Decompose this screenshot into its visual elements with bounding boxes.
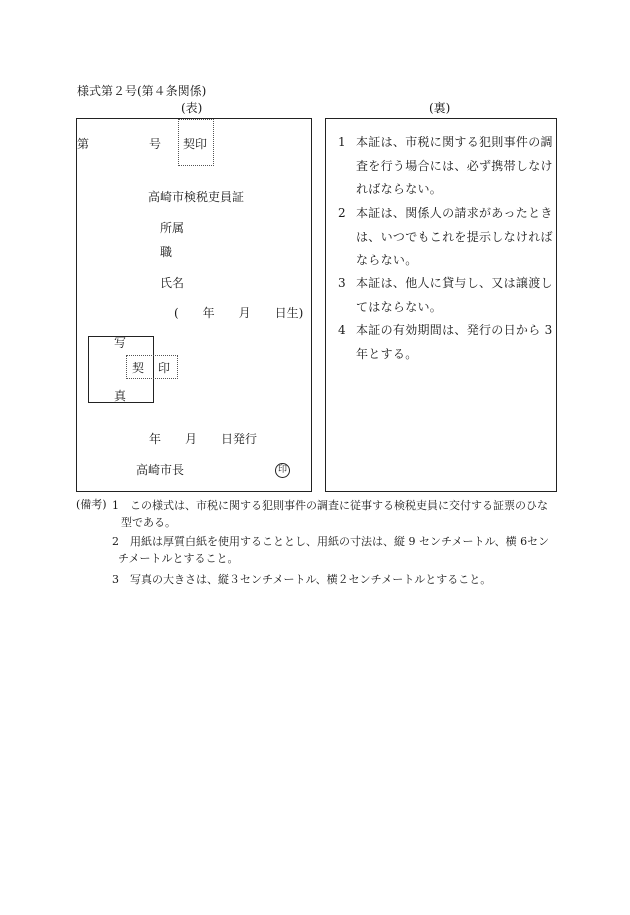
remark-item-1 <box>112 497 557 531</box>
position-label: 職 <box>160 245 173 259</box>
remarks-label: (備考) <box>76 498 107 511</box>
back-item-2 <box>338 202 556 273</box>
mayor-label: 高崎市長 <box>136 463 185 477</box>
photo-tally-in: 印 <box>158 361 171 375</box>
photo-label-bottom: 真 <box>114 389 127 403</box>
back-item-1 <box>338 131 556 202</box>
front-heading: (表) <box>181 101 203 115</box>
remark-number: 2 <box>112 535 119 548</box>
back-item-text: 本証は、他人に貸与し、又は譲渡してはならない。 <box>356 276 553 314</box>
back-item-number: 4 <box>338 323 346 337</box>
back-item-number: 2 <box>338 206 346 220</box>
issue-date-line: 年 月 日発行 <box>149 432 258 446</box>
remark-text: この様式は、市税に関する犯則事件の調査に従事する検税吏員に交付する証票のひな型である。 <box>121 499 548 529</box>
back-item-text: 本証の有効期間は、発行の日から 3年とする。 <box>356 323 553 361</box>
remark-number: 3 <box>112 573 119 586</box>
photo-tally-kei: 契 <box>132 361 145 375</box>
tally-seal-label: 契印 <box>183 137 208 151</box>
remark-text: 写真の大きさは、縦３センチメートル、横２センチメートルとすること。 <box>130 573 492 586</box>
remark-item-2 <box>112 533 557 567</box>
back-item-number: 3 <box>338 276 346 290</box>
remark-text: 用紙は厚質白紙を使用することとし、用紙の寸法は、縦 9 センチメートル、横 6センチメートルとすること。 <box>118 535 550 565</box>
back-heading: (裏) <box>429 101 451 115</box>
form-label: 様式第２号(第４条関係) <box>77 84 207 98</box>
affiliation-label: 所属 <box>160 221 185 235</box>
number-suffix: 号 <box>149 137 162 151</box>
name-label: 氏名 <box>160 276 185 290</box>
official-seal: 印 <box>275 463 290 478</box>
remark-item-3 <box>112 571 557 588</box>
front-card <box>76 118 312 492</box>
back-item-number: 1 <box>338 135 346 149</box>
back-item-text: 本証は、市税に関する犯則事件の調査を行う場合には、必ず携帯しなければならない。 <box>356 135 553 196</box>
back-item-4 <box>338 319 556 366</box>
number-prefix: 第 <box>77 137 90 151</box>
photo-label-top: 写 <box>114 336 127 350</box>
remark-number: 1 <box>112 499 119 512</box>
back-item-text: 本証は、関係人の請求があったときは、いつでもこれを提示しなければならない。 <box>356 206 553 267</box>
birth-date-line: ( 年 月 日生) <box>174 306 304 320</box>
back-item-3 <box>338 272 556 319</box>
card-title: 高崎市検税吏員証 <box>148 190 245 204</box>
back-card <box>325 118 557 492</box>
